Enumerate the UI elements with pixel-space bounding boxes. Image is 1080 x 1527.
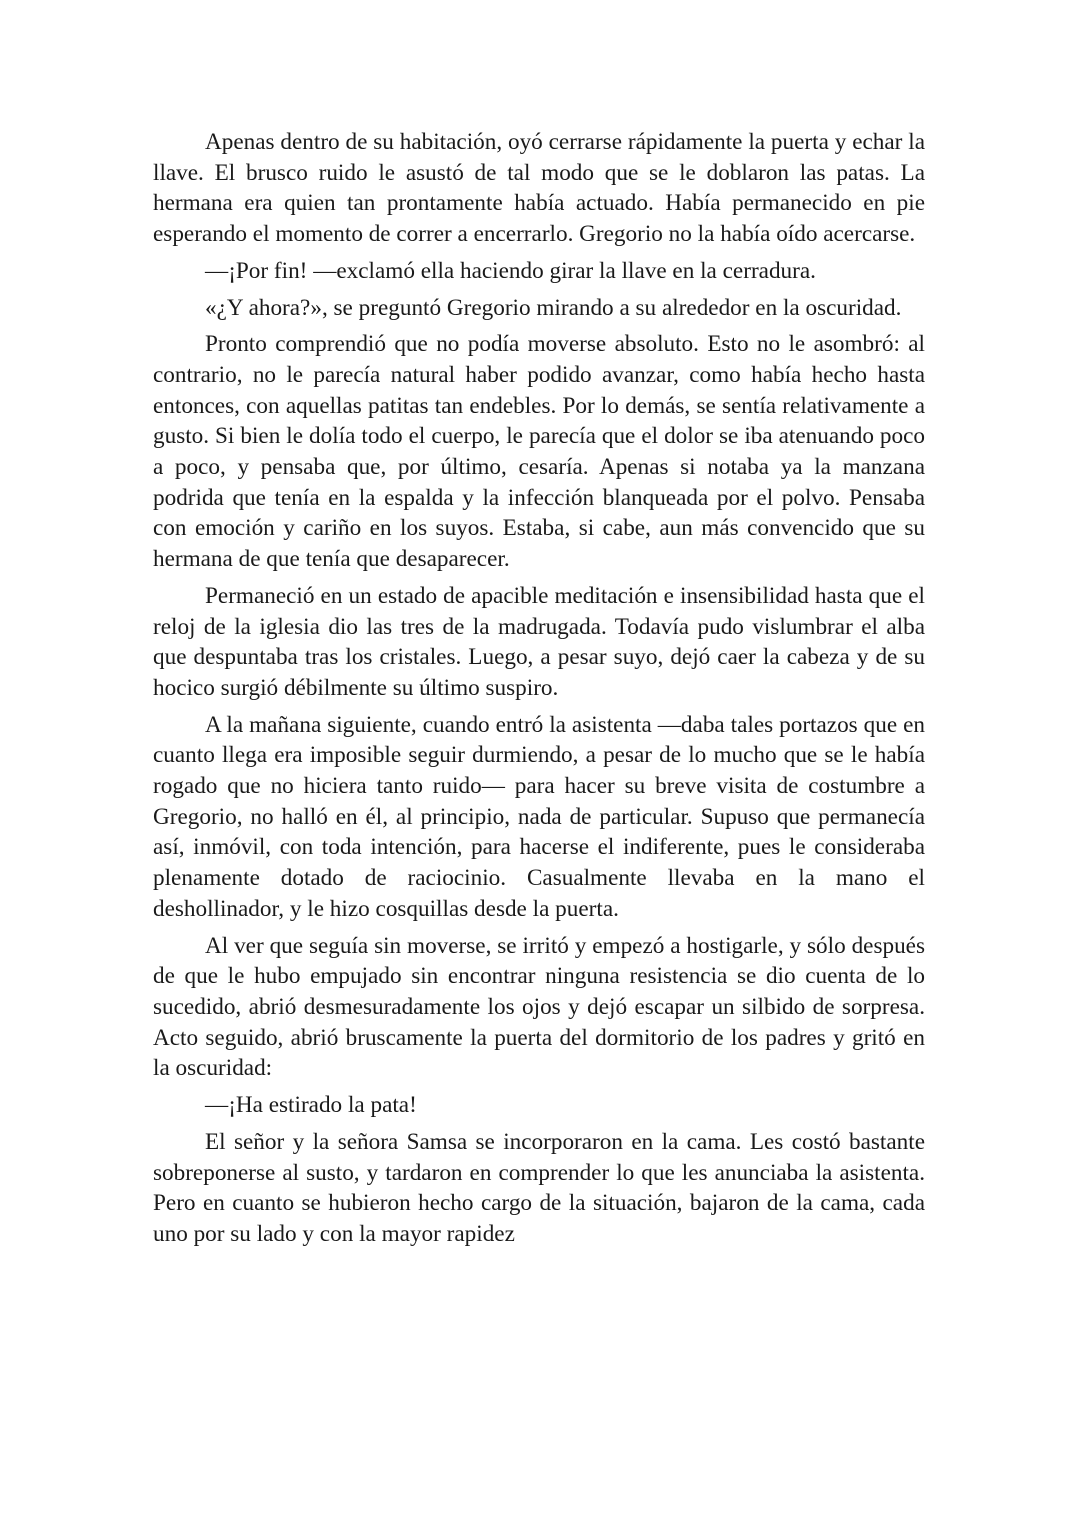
paragraph-7: Al ver que seguía sin moverse, se irritó y empezó a hostigarle, y sólo después de que le hubo empujado sin encontrar ninguna resistencia se dio cuenta de lo sucedido, abrió desmesuradamente los ojos y dejó escapar un silbido de sorpresa. Acto seguido, abrió bruscamente la puerta del dormitorio de los padres y gritó en la oscuridad: bbox=[153, 932, 925, 1082]
paragraph-1: Apenas dentro de su habitación, oyó cerrarse rápidamente la puerta y echar la llave. El brusco ruido le asustó de tal modo que se le doblaron las patas. La hermana era quien tan prontamente había actuado. Había permanecido en pie esperando el momento de correr a encerrarlo. Gregorio no la había oído acercarse. bbox=[153, 129, 925, 248]
paragraph-6: A la mañana siguiente, cuando entró la asistenta —daba tales portazos que en cuanto llega era imposible seguir durmiendo, a pesar de lo mucho que se le había rogado que no hiciera tanto ruido— para hacer su breve visita de costumbre a Gregorio, no halló en él, al principio, nada de particular. Supuso que permanecía así, inmóvil, con toda intención, para hacerse el indiferente, pues le consideraba plenamente dotado de raciocinio. Casualmente llevaba en la mano el deshollinador, y le hizo cosquillas desde la puerta. bbox=[153, 711, 925, 922]
paragraph-2: —¡Por fin! —exclamó ella haciendo girar la llave en la cerradura. bbox=[205, 257, 816, 284]
paragraph-3: «¿Y ahora?», se preguntó Gregorio mirando a su alrededor en la oscuridad. bbox=[205, 294, 902, 321]
page-body bbox=[153, 127, 925, 1256]
paragraph-5: Permaneció en un estado de apacible meditación e insensibilidad hasta que el reloj de la iglesia dio las tres de la madrugada. Todavía pudo vislumbrar el alba que despuntaba tras los cristales. Luego, a pesar suyo, dejó caer la cabeza y de su hocico surgió débilmente su último suspiro. bbox=[153, 582, 925, 701]
paragraph-8: —¡Ha estirado la pata! bbox=[205, 1092, 417, 1119]
paragraph-9: El señor y la señora Samsa se incorporaron en la cama. Les costó bastante sobreponerse al susto, y tardaron en comprender lo que les anunciaba la asistenta. Pero en cuanto se hubieron hecho cargo de la situación, bajaron de la cama, cada uno por su lado y con la mayor rapidez bbox=[153, 1128, 925, 1247]
paragraph-4: Pronto comprendió que no podía moverse absoluto. Esto no le asombró: al contrario, no le parecía natural haber podido avanzar, como había hecho hasta entonces, con aquellas patitas tan endebles. Por lo demás, se sentía relativamente a gusto. Si bien le dolía todo el cuerpo, le parecía que el dolor se iba atenuando poco a poco, y pensaba que, por último, cesaría. Apenas si notaba ya la manzana podrida que tenía en la espalda y la infección blanqueada por el polvo. Pensaba con emoción y cariño en los suyos. Estaba, si cabe, aun más convencido que su hermana de que tenía que desaparecer. bbox=[153, 331, 925, 573]
